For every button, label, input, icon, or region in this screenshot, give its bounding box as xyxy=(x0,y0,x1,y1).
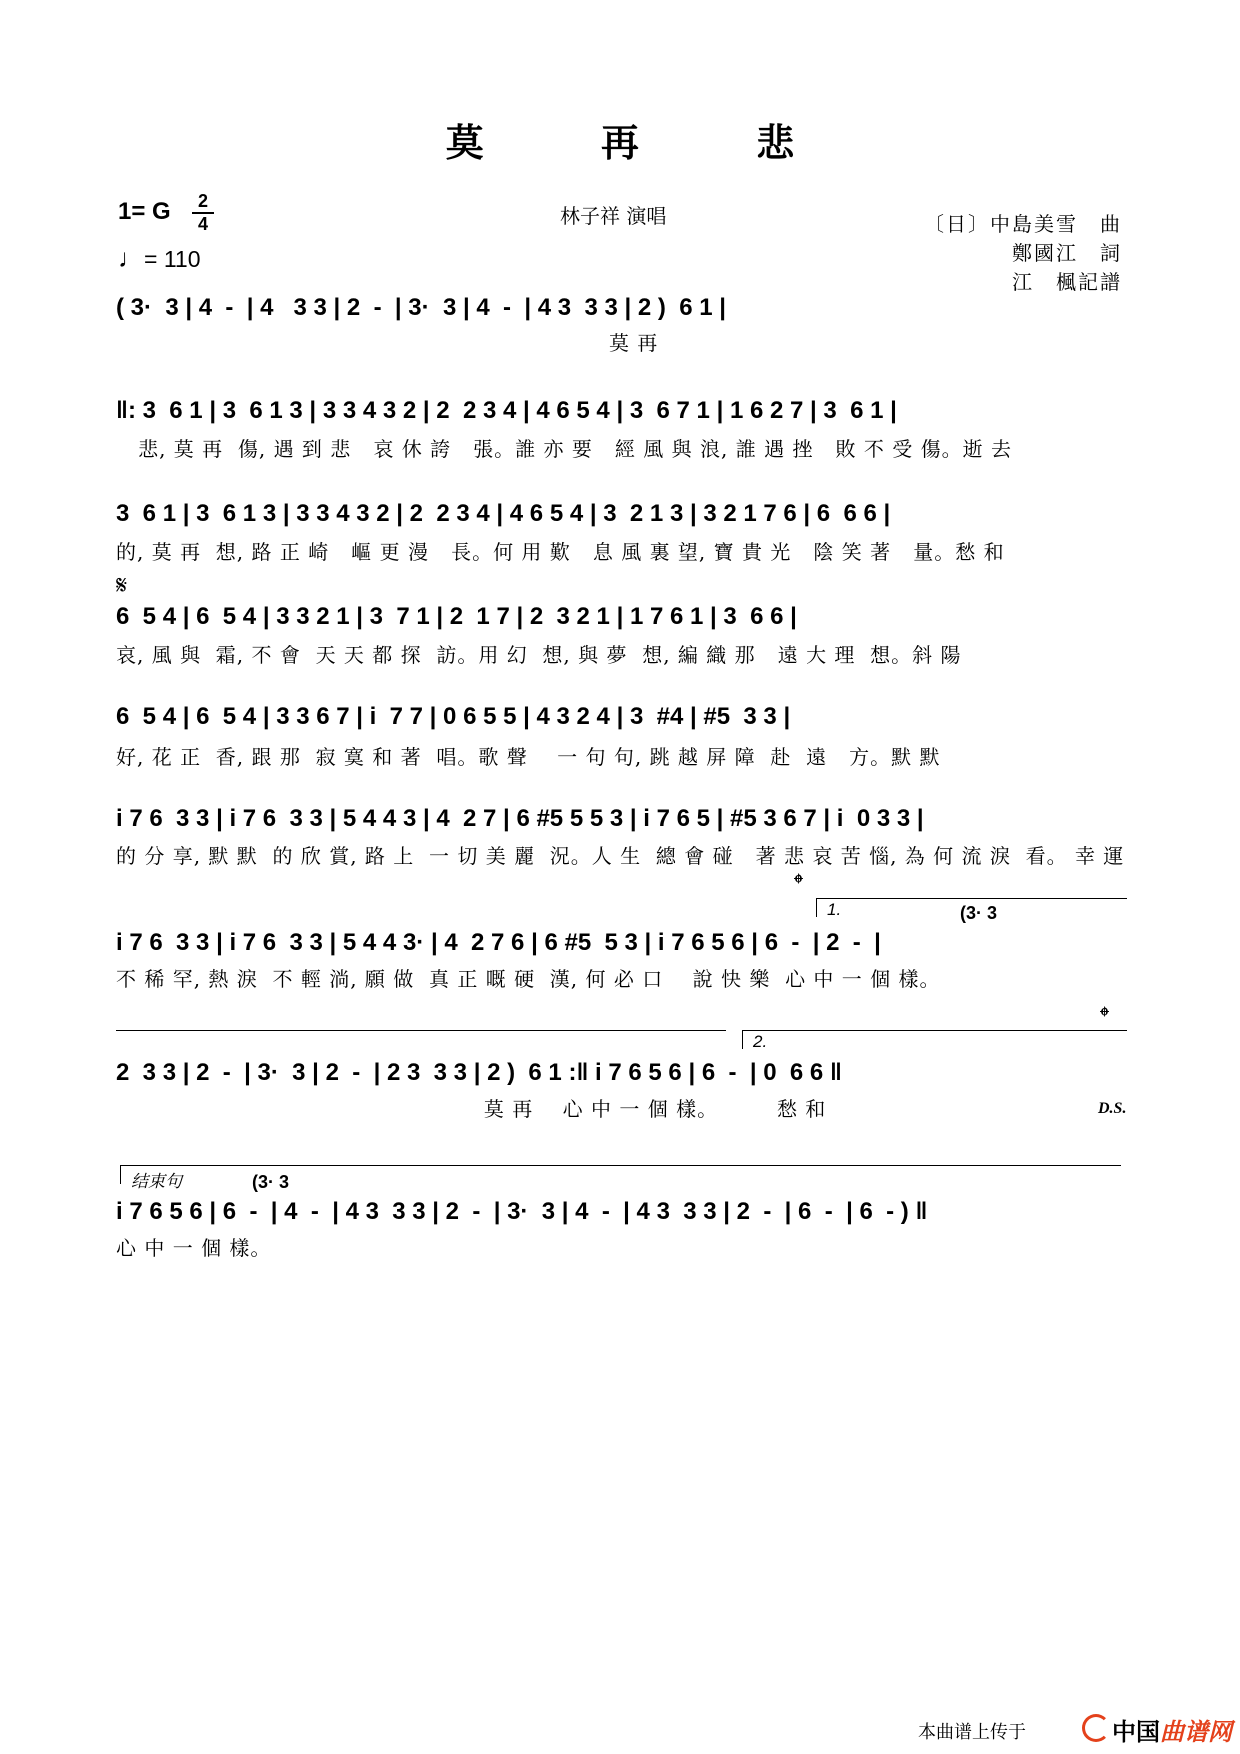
singer-credit: 林子祥 演唱 xyxy=(560,204,667,228)
segno-icon: 𝄋 xyxy=(116,571,128,601)
notes-line-1: ( 3· 3 | 4 - | 4 3 3 | 2 - | 3· 3 | 4 - | 4 3 3 3 | 2 ) 6 1 | xyxy=(116,294,726,321)
coda-icon: 𝄌 xyxy=(1100,1002,1109,1032)
ending-phrase-label: 结束句 xyxy=(131,1172,182,1191)
lyrics-line-5: 好, 花 正 香, 跟 那 寂 寞 和 著 唱。歌 聲 一 句 句, 跳 越 屏 障 赴 遠 方。默 默 xyxy=(116,745,941,769)
notes-line-6: i 7 6 3 3 | i 7 6 3 3 | 5 4 4 3 | 4 2 7 | 6 #5 5 5 3 | i 7 6 5 | #5 3 6 7 | i 0 3 3 | xyxy=(116,805,924,832)
logo-text-part1: 中国 xyxy=(1112,1718,1160,1746)
composer-credit: 〔日〕中島美雪 曲 xyxy=(924,212,1122,236)
lyrics-line-8: 莫 再 心 中 一 個 樣。 愁 和 xyxy=(116,1097,827,1121)
notes-line-5: 6 5 4 | 6 5 4 | 3 3 6 7 | i 7 7 | 0 6 5 5 | 4 3 2 4 | 3 #4 | #5 3 3 | xyxy=(116,703,791,730)
transcriber-credit: 江 楓記譜 xyxy=(1012,270,1122,294)
notes-line-3: 3 6 1 | 3 6 1 3 | 3 3 4 3 2 | 2 2 3 4 | 4 6 5 4 | 3 2 1 3 | 3 2 1 7 6 | 6 6 6 | xyxy=(116,500,891,527)
notes-line-9: i 7 6 5 6 | 6 - | 4 - | 4 3 3 3 | 2 - | 3· 3 | 4 - | 4 3 3 3 | 2 - | 6 - | 6 - ) ‖ xyxy=(116,1198,928,1225)
quarter-note-icon: ♩ xyxy=(118,243,144,273)
meter-top: 2 xyxy=(197,191,208,211)
notes-line-7: i 7 6 3 3 | i 7 6 3 3 | 5 4 4 3· | 4 2 7 6 | 6 #5 5 3 | i 7 6 5 6 | 6 - | 2 - | xyxy=(116,929,881,956)
second-ending-bracket xyxy=(742,1030,1127,1049)
upload-note: 本曲谱上传于 xyxy=(918,1722,1026,1743)
coda-icon: 𝄌 xyxy=(794,869,803,899)
cue-notes-1: (3· 3 xyxy=(960,903,998,923)
meter-bottom: 4 xyxy=(197,214,208,234)
dal-segno-mark: D.S. xyxy=(1098,1100,1127,1117)
key-signature: 1= G xyxy=(118,198,171,225)
site-logo[interactable] xyxy=(1082,1712,1232,1747)
song-title: 莫 再 悲 xyxy=(445,120,847,165)
time-signature xyxy=(192,192,214,234)
lyrics-line-3: 的, 莫 再 想, 路 正 崎 嶇 更 漫 長。何 用 歎 息 風 裏 望, 寶 貴 光 陰 笑 著 量。愁 和 xyxy=(116,540,1005,564)
second-ending-label: 2. xyxy=(753,1032,768,1051)
notes-line-8: 2 3 3 | 2 - | 3· 3 | 2 - | 2 3 3 3 | 2 ) 6 1 :‖ i 7 6 5 6 | 6 - | 0 6 6 ‖ xyxy=(116,1059,842,1086)
notes-line-2: ‖: 3 6 1 | 3 6 1 3 | 3 3 4 3 2 | 2 2 3 4 | 4 6 5 4 | 3 6 7 1 | 1 6 2 7 | 3 6 1 | xyxy=(116,397,897,424)
lyrics-line-1: 莫 再 xyxy=(116,331,659,355)
tempo-value: = 110 xyxy=(144,246,201,272)
lyricist-credit: 鄭國江 詞 xyxy=(1012,241,1122,265)
credits-block xyxy=(924,210,1122,297)
logo-text-part2: 曲谱网 xyxy=(1160,1718,1232,1746)
notes-line-4: 6 5 4 | 6 5 4 | 3 3 2 1 | 3 7 1 | 2 1 7 | 2 3 2 1 | 1 7 6 1 | 3 6 6 | xyxy=(116,603,797,630)
cue-notes-2: (3· 3 xyxy=(252,1172,290,1192)
first-ending-continuation xyxy=(116,1030,726,1031)
lyrics-line-9: 心 中 一 個 樣。 xyxy=(116,1236,272,1260)
logo-icon xyxy=(1082,1714,1110,1742)
first-ending-label: 1. xyxy=(827,900,842,919)
lyrics-line-2: 悲, 莫 再 傷, 遇 到 悲 哀 休 誇 張。誰 亦 要 經 風 與 浪, 誰 遇 挫 敗 不 受 傷。逝 去 xyxy=(116,437,1012,461)
lyrics-line-4: 哀, 風 與 霜, 不 會 天 天 都 探 訪。用 幻 想, 與 夢 想, 編 織 那 遠 大 理 想。斜 陽 xyxy=(116,643,962,667)
lyrics-line-7: 不 稀 罕, 熱 淚 不 輕 淌, 願 做 真 正 嘅 硬 漢, 何 必 口 說 快 樂 心 中 一 個 樣。 xyxy=(116,967,941,991)
lyrics-line-6: 的 分 享, 默 默 的 欣 賞, 路 上 一 切 美 麗 況。人 生 總 會 碰 著 悲 哀 苦 惱, 為 何 流 淚 看。 幸 運 xyxy=(116,844,1125,868)
tempo-marking xyxy=(118,243,201,274)
